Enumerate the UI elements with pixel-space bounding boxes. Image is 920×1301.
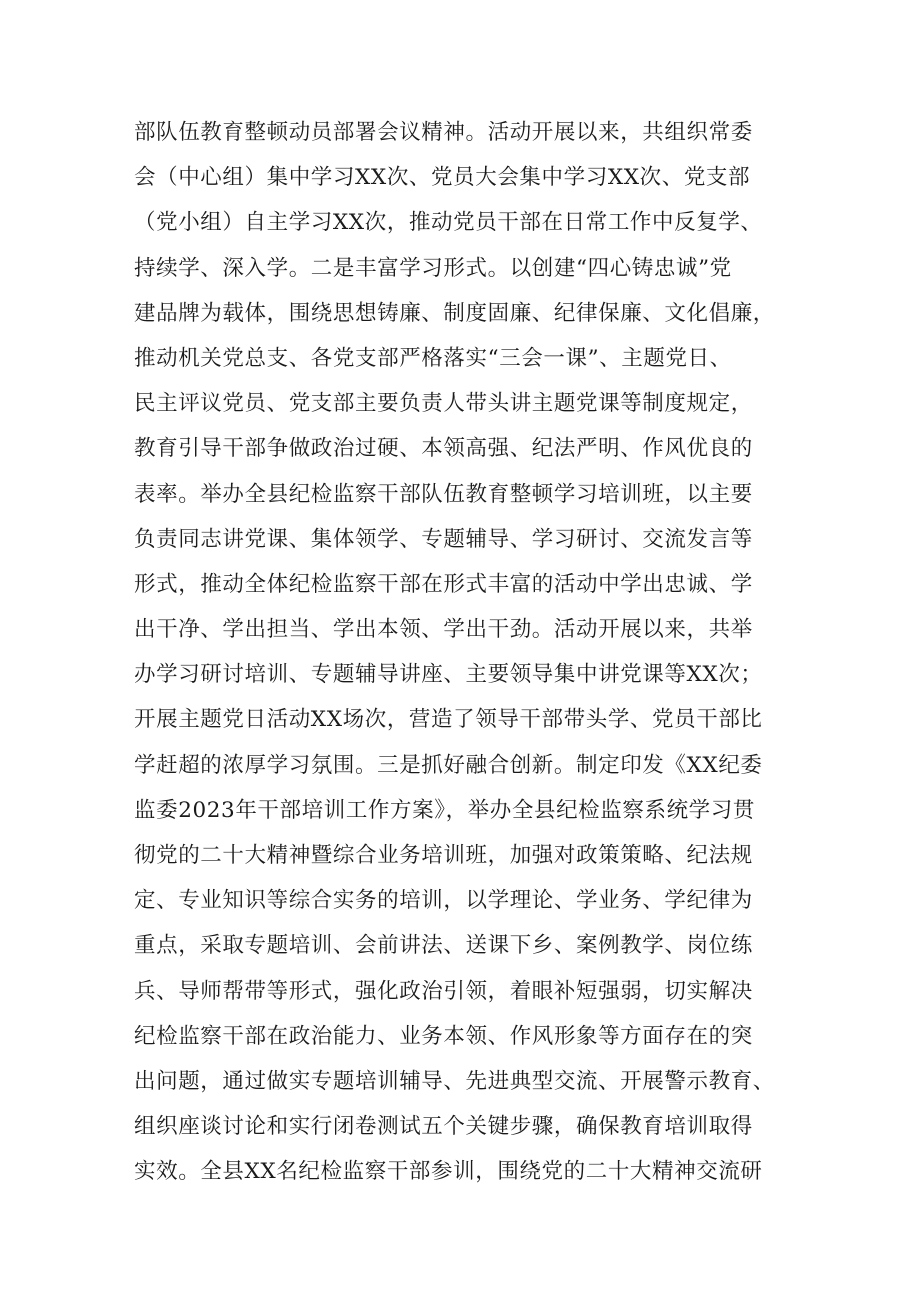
text-line: 组织座谈讨论和实行闭卷测试五个关键步骤，确保教育培训取得: [134, 1114, 753, 1140]
text-line: 彻党的二十大精神暨综合业务培训班，加强对政策策略、纪法规: [134, 843, 753, 868]
text-line: 出问题，通过做实专题培训辅导、先进典型交流、开展警示教育、: [134, 1068, 775, 1094]
text-line: 纪检监察干部在政治能力、业务本领、作风形象等方面存在的突: [134, 1023, 753, 1049]
text-line: 表率。举办全县纪检监察干部队伍教育整顿学习培训班，以主要: [134, 481, 753, 507]
text-line: 会（中心组）集中学习XX次、党员大会集中学习XX次、党支部: [134, 165, 751, 191]
text-line: 实效。全县XX名纪检监察干部参训，围绕党的二十大精神交流研: [134, 1159, 763, 1185]
text-line: 持续学、深入学。二是丰富学习形式。以创建“四心铸忠诚”党: [134, 255, 732, 281]
text-line: 推动机关党总支、各党支部严格落实“三会一课”、主题党日、: [134, 345, 732, 371]
text-line: 定、专业知识等综合实务的培训，以学理论、学业务、学纪律为: [134, 888, 753, 914]
text-line: 重点，采取专题培训、会前讲法、送课下乡、案例教学、岗位练: [134, 933, 753, 959]
text-line: 开展主题党日活动XX场次，营造了领导干部带头学、党员干部比: [134, 707, 763, 733]
text-line: 民主评议党员、党支部主要负责人带头讲主题党课等制度规定，: [134, 391, 753, 417]
text-line: 形式，推动全体纪检监察干部在形式丰富的活动中学出忠诚、学: [134, 571, 753, 597]
text-line: 办学习研讨培训、专题辅导讲座、主要领导集中讲党课等XX次；: [134, 662, 763, 688]
text-line: 教育引导干部争做政治过硬、本领高强、纪法严明、作风优良的: [134, 436, 753, 462]
text-line: 负责同志讲党课、集体领学、专题辅导、学习研讨、交流发言等: [134, 526, 753, 552]
text-line: 部队伍教育整顿动员部署会议精神。活动开展以来，共组织常委: [134, 120, 753, 145]
text-line: 出干净、学出担当、学出本领、学出干劲。活动开展以来，共举: [134, 617, 753, 643]
text-line: 兵、导师帮带等形式，强化政治引领，着眼补短强弱，切实解决: [134, 978, 753, 1004]
text-line: （党小组）自主学习XX次，推动党员干部在日常工作中反复学、: [134, 210, 763, 236]
text-line: 学赶超的浓厚学习氛围。三是抓好融合创新。制定印发《XX纪委: [134, 752, 763, 778]
body-paragraph: [134, 110, 814, 1195]
text-line: 建品牌为载体，围绕思想铸廉、制度固廉、纪律保廉、文化倡廉，: [134, 300, 775, 326]
text-line: 监委2023年干部培训工作方案》，举办全县纪检监察系统学习贯: [134, 797, 755, 823]
